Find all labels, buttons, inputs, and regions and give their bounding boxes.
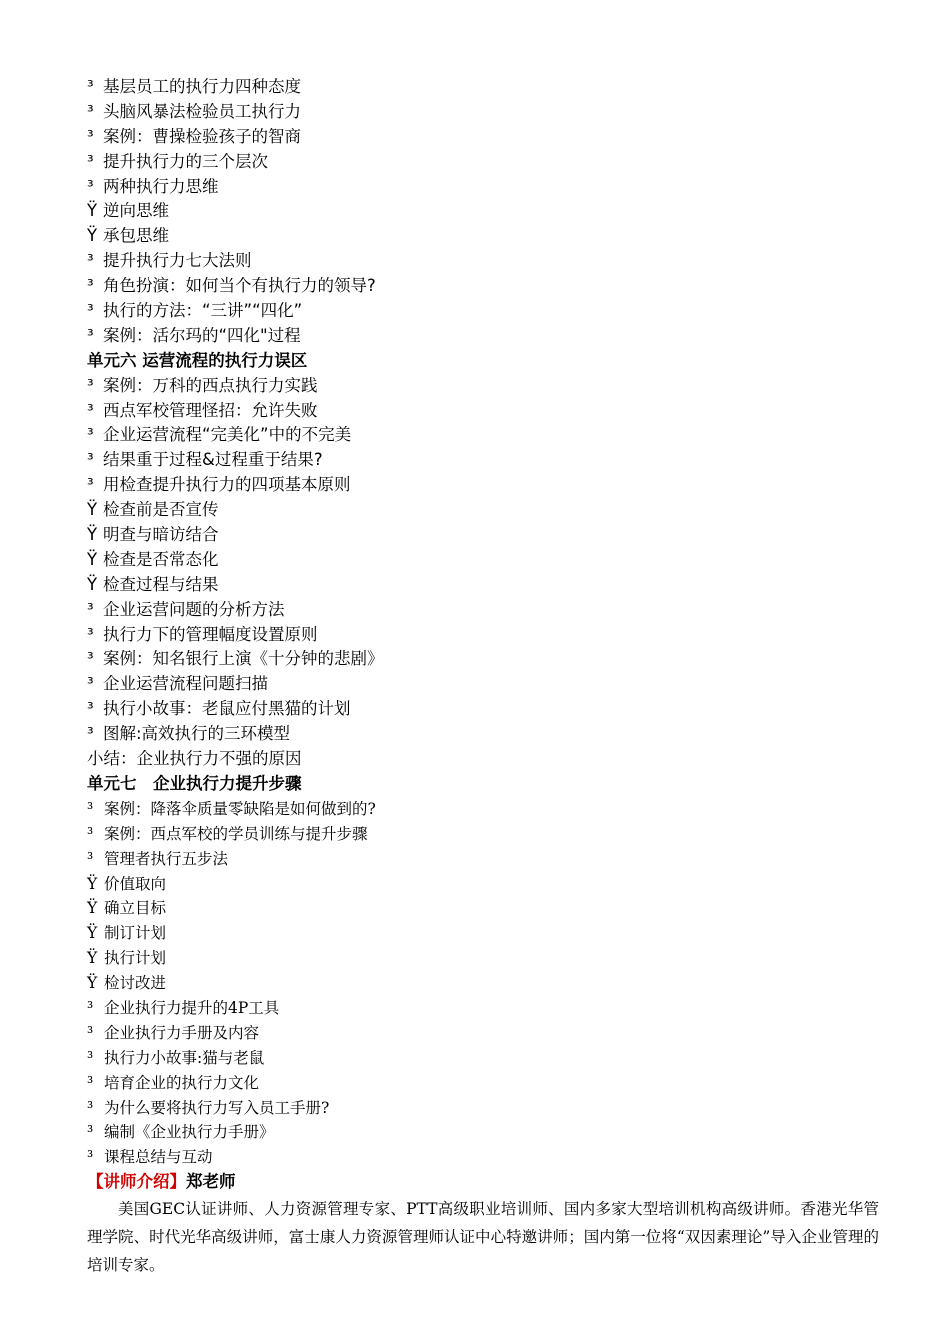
list-item (87, 1145, 879, 1170)
bullet-marker: ³ (87, 674, 94, 694)
list-item-text: 检查前是否宣传 (103, 500, 219, 520)
list-item-text: 案例：活尔玛的“四化"过程 (103, 325, 301, 345)
list-item (87, 399, 879, 424)
section6-heading: 单元六 运营流程的执行力误区 (87, 350, 308, 370)
sub-list-item (87, 199, 879, 224)
sub-list-item (87, 896, 879, 921)
sub-bullet-marker: Ÿ (87, 525, 98, 545)
list-item (87, 374, 879, 399)
list-item-text: 图解:高效执行的三环模型 (103, 724, 291, 744)
list-item-text: 角色扮演：如何当个有执行力的领导? (103, 276, 376, 296)
sub-bullet-marker: Ÿ (87, 899, 98, 918)
list-item-text: 培育企业的执行力文化 (104, 1073, 260, 1092)
bullet-marker: ³ (87, 126, 94, 146)
list-item-text: 案例：曹操检验孩子的智商 (103, 126, 301, 146)
sub-bullet-marker: Ÿ (87, 874, 98, 893)
sub-bullet-marker: Ÿ (87, 574, 98, 594)
list-item (87, 125, 879, 150)
list-item (87, 324, 879, 349)
list-item-text: 基层员工的执行力四种态度 (103, 77, 301, 96)
bullet-marker: ³ (87, 301, 94, 321)
list-item (87, 473, 879, 498)
section5-list (87, 75, 879, 349)
sub-bullet-marker: Ÿ (87, 974, 98, 993)
section7-heading: 单元七 企业执行力提升步骤 (87, 773, 302, 793)
sub-list-item (87, 548, 879, 573)
list-item (87, 1096, 879, 1121)
list-item (87, 822, 879, 847)
bullet-marker: ³ (87, 1123, 94, 1142)
sub-list-item (87, 946, 879, 971)
bullet-marker: ³ (87, 624, 94, 644)
list-item-text: 企业执行力手册及内容 (104, 1023, 260, 1042)
list-item (87, 598, 879, 623)
bullet-marker: ³ (87, 1073, 94, 1092)
list-item-text: 执行的方法：“三讲”“四化” (103, 301, 303, 321)
list-item (87, 722, 879, 747)
list-item-text: 为什么要将执行力写入员工手册? (104, 1098, 330, 1117)
bullet-marker: ³ (87, 400, 94, 420)
bullet-marker: ³ (87, 599, 94, 619)
list-item-text: 案例：降落伞质量零缺陷是如何做到的? (104, 799, 376, 818)
list-item-text: 确立目标 (104, 899, 167, 918)
list-item (87, 847, 879, 872)
list-item (87, 623, 879, 648)
section6-list (87, 374, 879, 747)
list-item-text: 检查是否常态化 (103, 549, 219, 569)
list-item (87, 175, 879, 200)
list-item (87, 75, 879, 100)
bullet-marker: ³ (87, 649, 94, 669)
list-item-text: 执行力下的管理幅度设置原则 (103, 624, 318, 644)
list-item (87, 423, 879, 448)
bullet-marker: ³ (87, 1098, 94, 1117)
sub-list-item (87, 224, 879, 249)
list-item (87, 150, 879, 175)
bullet-marker: ³ (87, 251, 94, 271)
list-item-text: 执行力小故事:猫与老鼠 (104, 1048, 265, 1067)
list-item (87, 274, 879, 299)
list-item-text: 案例：万科的西点执行力实践 (103, 375, 318, 395)
sub-list-item (87, 498, 879, 523)
list-item-text: 管理者执行五步法 (104, 849, 229, 868)
bullet-marker: ³ (87, 276, 94, 296)
bullet-marker: ³ (87, 450, 94, 470)
sub-bullet-marker: Ÿ (87, 201, 98, 221)
sub-list-item (87, 971, 879, 996)
list-item (87, 1046, 879, 1071)
list-item-text: 结果重于过程&过程重于结果? (103, 450, 323, 470)
bullet-marker: ³ (87, 849, 94, 868)
list-item-text: 明查与暗访结合 (103, 525, 219, 545)
list-item-text: 提升执行力七大法则 (103, 251, 252, 271)
list-item-text: 检查过程与结果 (103, 574, 219, 594)
bullet-marker: ³ (87, 998, 94, 1017)
sub-bullet-marker: Ÿ (87, 500, 98, 520)
list-item-text: 用检查提升执行力的四项基本原则 (103, 475, 351, 495)
list-item (87, 797, 879, 822)
list-item-text: 头脑风暴法检验员工执行力 (103, 101, 301, 121)
list-item (87, 996, 879, 1021)
list-item-text: 课程总结与互动 (104, 1148, 213, 1167)
list-item (87, 697, 879, 722)
sub-list-item (87, 921, 879, 946)
bullet-marker: ³ (87, 1023, 94, 1042)
bullet-marker: ³ (87, 699, 94, 719)
list-item (87, 672, 879, 697)
bullet-marker: ³ (87, 1148, 94, 1167)
list-item (87, 1021, 879, 1046)
bullet-marker: ³ (87, 176, 94, 196)
list-item-text: 承包思维 (103, 226, 169, 246)
list-item-text: 逆向思维 (103, 201, 169, 221)
list-item-text: 西点军校管理怪招：允许失败 (103, 400, 318, 420)
instructor-heading-label: 【讲师介绍】 (87, 1172, 186, 1192)
bullet-marker: ³ (87, 1048, 94, 1067)
list-item-text: 执行计划 (104, 949, 167, 968)
list-item (87, 100, 879, 125)
bullet-marker: ³ (87, 799, 94, 818)
list-item-text: 案例：知名银行上演《十分钟的悲剧》 (103, 649, 384, 669)
bullet-marker: ³ (87, 151, 94, 171)
section7-list (87, 797, 879, 1170)
instructor-bio: 美国GEC认证讲师、人力资源管理专家、PTT高级职业培训师、国内多家大型培训机构高级讲师。香港光华管理学院、时代光华高级讲师，富士康人力资源管理师认证中心特邀讲师；国内第一位将“双因素理论”导入企业管理的培训专家。 (87, 1200, 879, 1275)
list-item-text: 案例：西点军校的学员训练与提升步骤 (104, 824, 368, 843)
list-item (87, 299, 879, 324)
list-item-text: 制订计划 (104, 924, 167, 943)
sub-list-item (87, 523, 879, 548)
section6-summary: 小结：企业执行力不强的原因 (87, 749, 302, 769)
list-item (87, 249, 879, 274)
list-item-text: 提升执行力的三个层次 (103, 151, 268, 171)
list-item-text: 检讨改进 (104, 974, 167, 993)
document-page (87, 75, 879, 1279)
bullet-marker: ³ (87, 101, 94, 121)
sub-bullet-marker: Ÿ (87, 226, 98, 246)
bullet-marker: ³ (87, 425, 94, 445)
sub-bullet-marker: Ÿ (87, 949, 98, 968)
list-item (87, 448, 879, 473)
sub-bullet-marker: Ÿ (87, 549, 98, 569)
list-item-text: 两种执行力思维 (103, 176, 219, 196)
sub-bullet-marker: Ÿ (87, 924, 98, 943)
list-item-text: 企业执行力提升的4P工具 (104, 998, 280, 1017)
list-item-text: 企业运营问题的分析方法 (103, 599, 285, 619)
bullet-marker: ³ (87, 475, 94, 495)
list-item-text: 价值取向 (104, 874, 167, 893)
instructor-heading (87, 1170, 879, 1195)
sub-list-item (87, 573, 879, 598)
list-item-text: 执行小故事：老鼠应付黑猫的计划 (103, 699, 351, 719)
list-item (87, 647, 879, 672)
list-item (87, 1071, 879, 1096)
bullet-marker: ³ (87, 375, 94, 395)
bullet-marker: ³ (87, 77, 94, 96)
bullet-marker: ³ (87, 824, 94, 843)
list-item-text: 编制《企业执行力手册》 (104, 1123, 275, 1142)
list-item-text: 企业运营流程问题扫描 (103, 674, 268, 694)
sub-list-item (87, 872, 879, 897)
list-item (87, 1120, 879, 1145)
bullet-marker: ³ (87, 325, 94, 345)
list-item-text: 企业运营流程“完美化”中的不完美 (103, 425, 352, 445)
bullet-marker: ³ (87, 724, 94, 744)
instructor-name: 郑老师 (186, 1172, 236, 1192)
